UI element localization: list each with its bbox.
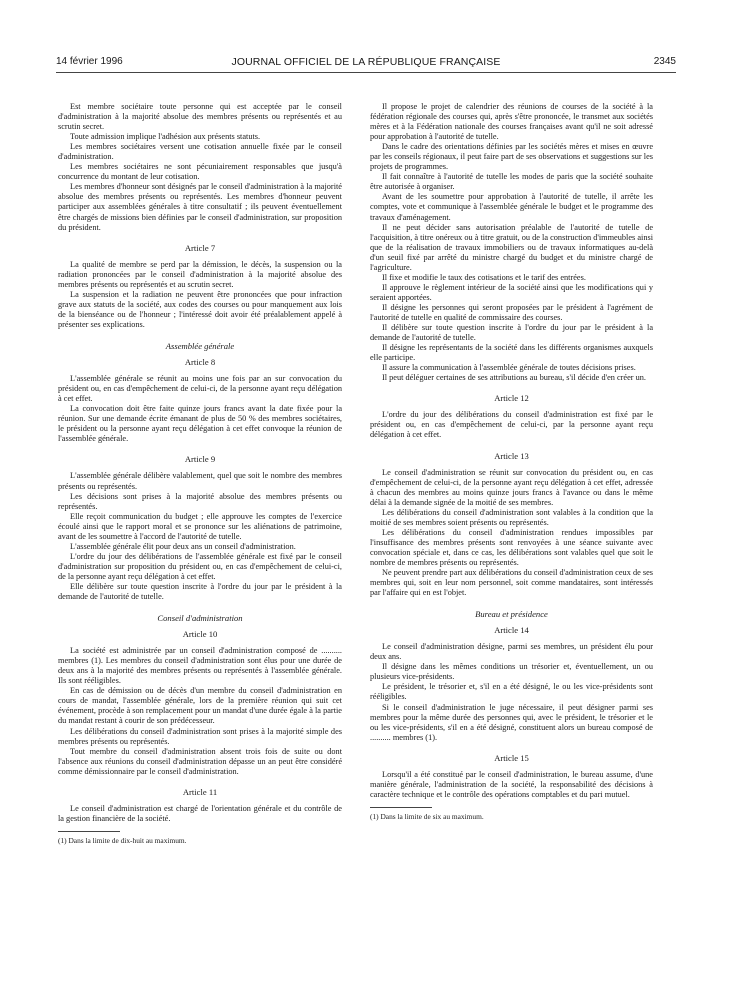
footnote-rule bbox=[58, 831, 120, 832]
paragraph: Les délibérations du conseil d'administration rendues impossibles par l'insuffisance des membres présents sont renvoyées à une séance suivante avec convocation spéciale et, dans ce cas, les délibérations sont valables quel que soit le nombre de membres présents ou représentés. bbox=[370, 527, 653, 567]
page-header bbox=[56, 56, 676, 72]
paragraph: Il peut déléguer certaines de ses attributions au bureau, s'il décide d'en créer un. bbox=[382, 373, 647, 383]
header-journal-title: JOURNAL OFFICIEL DE LA RÉPUBLIQUE FRANÇAISE bbox=[231, 56, 501, 68]
paragraph: Le président, le trésorier et, s'il en a été désigné, le ou les vice-présidents sont rééligibles. bbox=[370, 682, 653, 702]
paragraph: Il ne peut décider sans autorisation préalable de l'autorité de tutelle de l'acquisition, à titre onéreux ou à titre gratuit, ou de la construction d'immeubles ainsi que de la réalisation de travaux immobiliers ou de travaux informatiques au-delà d'un seuil fixé par arrêté du ministre chargé du budget et du ministre chargé de l'agriculture. bbox=[370, 222, 653, 272]
paragraph: Il désigne les représentants de la société dans les différents organismes auxquels elle participe. bbox=[370, 343, 653, 363]
article-heading: Article 14 bbox=[494, 625, 529, 636]
header-rule bbox=[56, 72, 676, 73]
paragraph: Il fait connaître à l'autorité de tutelle les modes de paris que la société souhaite être autorisée à organiser. bbox=[370, 172, 653, 192]
section-heading: Assemblée générale bbox=[165, 340, 235, 351]
paragraph: Il désigne les personnes qui seront proposées par le président à l'agrément de l'autorité de tutelle en qualité de commissaire des courses. bbox=[370, 302, 653, 322]
paragraph: Il fixe et modifie le taux des cotisations et le tarif des entrées. bbox=[382, 272, 586, 282]
article-heading: Article 8 bbox=[184, 357, 216, 368]
paragraph: La suspension et la radiation ne peuvent être prononcées que pour infraction grave aux statuts de la société, aux codes des courses ou pour manquement aux lois de la bienséance ou de l'honneur ; l'intéressé doit avoir été préalablement appelé à présenter ses explications. bbox=[58, 289, 342, 329]
paragraph: Si le conseil d'administration le juge nécessaire, il peut désigner parmi ses membres pour la même durée des personnes qui, avec le président, le trésorier et le ou les vice-présidents, s'il en a été désigné, constituent alors un bureau composé de .......... membres (1). bbox=[370, 702, 653, 742]
paragraph: Le conseil d'administration se réunit sur convocation du président ou, en cas d'empêchement de celui-ci, de la personne ayant reçu délégation à cet effet, adressée à chacun des membres au moins quinze jours francs à l'avance ou dans le même délai à la demande signée de la moitié de ses membres. bbox=[370, 467, 653, 507]
paragraph: Le conseil d'administration désigne, parmi ses membres, un président élu pour deux ans. bbox=[370, 642, 653, 662]
paragraph: La société est administrée par un conseil d'administration composé de .......... membres (1). Les membres du conseil d'administration sont élus pour une durée de deux ans à la majorité des membres présents ou représentés à l'assemblée générale. Ils sont rééligibles. bbox=[58, 646, 342, 686]
article-heading: Article 9 bbox=[184, 454, 216, 465]
paragraph: Toute admission implique l'adhésion aux présents statuts. bbox=[70, 132, 261, 142]
paragraph: Tout membre du conseil d'administration absent trois fois de suite ou dont l'absence aux réunions du conseil d'administration dépasse un an peut être considéré comme démissionnaire par le conseil d'administration. bbox=[58, 746, 342, 776]
paragraph: Dans le cadre des orientations définies par les sociétés mères et mises en œuvre par les conseils régionaux, il peut faire part de ses observations et suggestions sur les projets de programmes. bbox=[370, 142, 653, 172]
paragraph: La convocation doit être faite quinze jours francs avant la date fixée pour la réunion. Sur une demande écrite émanant de plus de 50 % des membres sociétaires, le président ou la personne ayant reçu délégation à cet effet convoque la réunion de l'assemblée générale. bbox=[58, 404, 342, 444]
paragraph: Est membre sociétaire toute personne qui est acceptée par le conseil d'administration à la majorité absolue des membres présents ou représentés et au scrutin secret. bbox=[58, 102, 342, 132]
paragraph: Elle reçoit communication du budget ; elle approuve les comptes de l'exercice écoulé ainsi que le rapport moral et se prononce sur les aliénations de patrimoine, avant de les soumettre à l'accord de l'autorité de tutelle. bbox=[58, 511, 342, 541]
footnote: (1) Dans la limite de dix-huit au maximum. bbox=[58, 835, 187, 845]
paragraph: Les membres sociétaires ne sont pécuniairement responsables que jusqu'à concurrence du montant de leur cotisation. bbox=[58, 162, 342, 182]
article-heading: Article 7 bbox=[184, 242, 216, 253]
paragraph: Les délibérations du conseil d'administration sont valables à la condition que la moitié de ses membres soient présents ou représentés. bbox=[370, 507, 653, 527]
article-heading: Article 12 bbox=[494, 393, 529, 404]
header-date: 14 février 1996 bbox=[56, 56, 123, 67]
paragraph: L'assemblée générale élit pour deux ans un conseil d'administration. bbox=[70, 541, 296, 551]
article-heading: Article 10 bbox=[182, 629, 218, 640]
paragraph: L'ordre du jour des délibérations de l'assemblée générale est fixé par le conseil d'administration sur proposition du président ou, en cas d'empêchement de celui-ci, de la personne ayant reçu délégation à cet effet. bbox=[58, 551, 342, 581]
paragraph: Ne peuvent prendre part aux délibérations du conseil d'administration ceux de ses membres qui, soit en leur nom personnel, soit comme mandataires, sont intéressés par l'affaire qui en est l'objet. bbox=[370, 568, 653, 598]
paragraph: L'ordre du jour des délibérations du conseil d'administration est fixé par le président ou, en cas d'empêchement de celui-ci, par la personne ayant reçu délégation à cet effet. bbox=[370, 410, 653, 440]
paragraph: Il approuve le règlement intérieur de la société ainsi que les modifications qui y seraient apportées. bbox=[370, 282, 653, 302]
paragraph: Il propose le projet de calendrier des réunions de courses de la société à la fédération régionale des courses qui, après s'être prononcée, le transmet aux sociétés mères et à la Fédération nationale des courses françaises avant qu'il ne soit adressé pour approbation à l'autorité de tutelle. bbox=[370, 102, 653, 142]
paragraph: L'assemblée générale délibère valablement, quel que soit le nombre des membres présents ou représentés. bbox=[58, 471, 342, 491]
section-heading: Conseil d'administration bbox=[157, 613, 243, 624]
header-page-number: 2345 bbox=[653, 56, 676, 67]
paragraph: Avant de les soumettre pour approbation à l'autorité de tutelle, il arrête les comptes, vote et communique à l'assemblée générale le budget et le programme des travaux d'aménagement. bbox=[370, 192, 653, 222]
footnote: (1) Dans la limite de six au maximum. bbox=[370, 811, 484, 821]
paragraph: Les décisions sont prises à la majorité absolue des membres présents ou représentés. bbox=[58, 491, 342, 511]
article-heading: Article 15 bbox=[494, 752, 529, 763]
paragraph: Les délibérations du conseil d'administration sont prises à la majorité simple des membres présents ou représentés. bbox=[58, 726, 342, 746]
paragraph: La qualité de membre se perd par la démission, le décès, la suspension ou la radiation prononcées par le conseil d'administration à la majorité absolue des membres présents ou représentés et au scrutin secret. bbox=[58, 259, 342, 289]
paragraph: Lorsqu'il a été constitué par le conseil d'administration, le bureau assume, d'une manière générale, l'administration de la société, la responsabilité des décisions à caractère technique et le contrôle des opérations comptables et du pari mutuel. bbox=[370, 769, 653, 799]
paragraph: Le conseil d'administration est chargé de l'orientation générale et du contrôle de la gestion financière de la société. bbox=[58, 803, 342, 823]
left-column bbox=[58, 102, 342, 845]
article-heading: Article 13 bbox=[494, 450, 529, 461]
paragraph: Les membres sociétaires versent une cotisation annuelle fixée par le conseil d'administration. bbox=[58, 142, 342, 162]
paragraph: L'assemblée générale se réunit au moins une fois par an sur convocation du président ou, en cas d'empêchement de celui-ci, de la personne ayant reçu délégation à cet effet. bbox=[58, 374, 342, 404]
right-column bbox=[370, 102, 653, 821]
paragraph: Il assure la communication à l'assemblée générale de toutes décisions prises. bbox=[382, 363, 636, 373]
footnote-rule bbox=[370, 807, 432, 808]
article-heading: Article 11 bbox=[182, 786, 218, 797]
section-heading: Bureau et présidence bbox=[475, 609, 548, 620]
paragraph: En cas de démission ou de décès d'un membre du conseil d'administration en cours de mandat, l'assemblée générale, lors de la première réunion qui suit cet événement, procède à son remplacement pour un mandat d'une durée égale à la partie du mandat restant à courir de son prédécesseur. bbox=[58, 686, 342, 726]
paragraph: Il désigne dans les mêmes conditions un trésorier et, éventuellement, un ou plusieurs vice-présidents. bbox=[370, 662, 653, 682]
paragraph: Il délibère sur toute question inscrite à l'ordre du jour par le président à la demande de l'autorité de tutelle. bbox=[370, 323, 653, 343]
paragraph: Elle délibère sur toute question inscrite à l'ordre du jour par le président à la demande de l'autorité de tutelle. bbox=[58, 581, 342, 602]
paragraph: Les membres d'honneur sont désignés par le conseil d'administration à la majorité absolue des membres présents ou représentés. Les membres d'honneur peuvent participer aux assemblées générales à titre consultatif ; ils peuvent éventuellement être chargés de missions bien définies par le conseil d'administration, sur proposition du président. bbox=[58, 182, 342, 232]
